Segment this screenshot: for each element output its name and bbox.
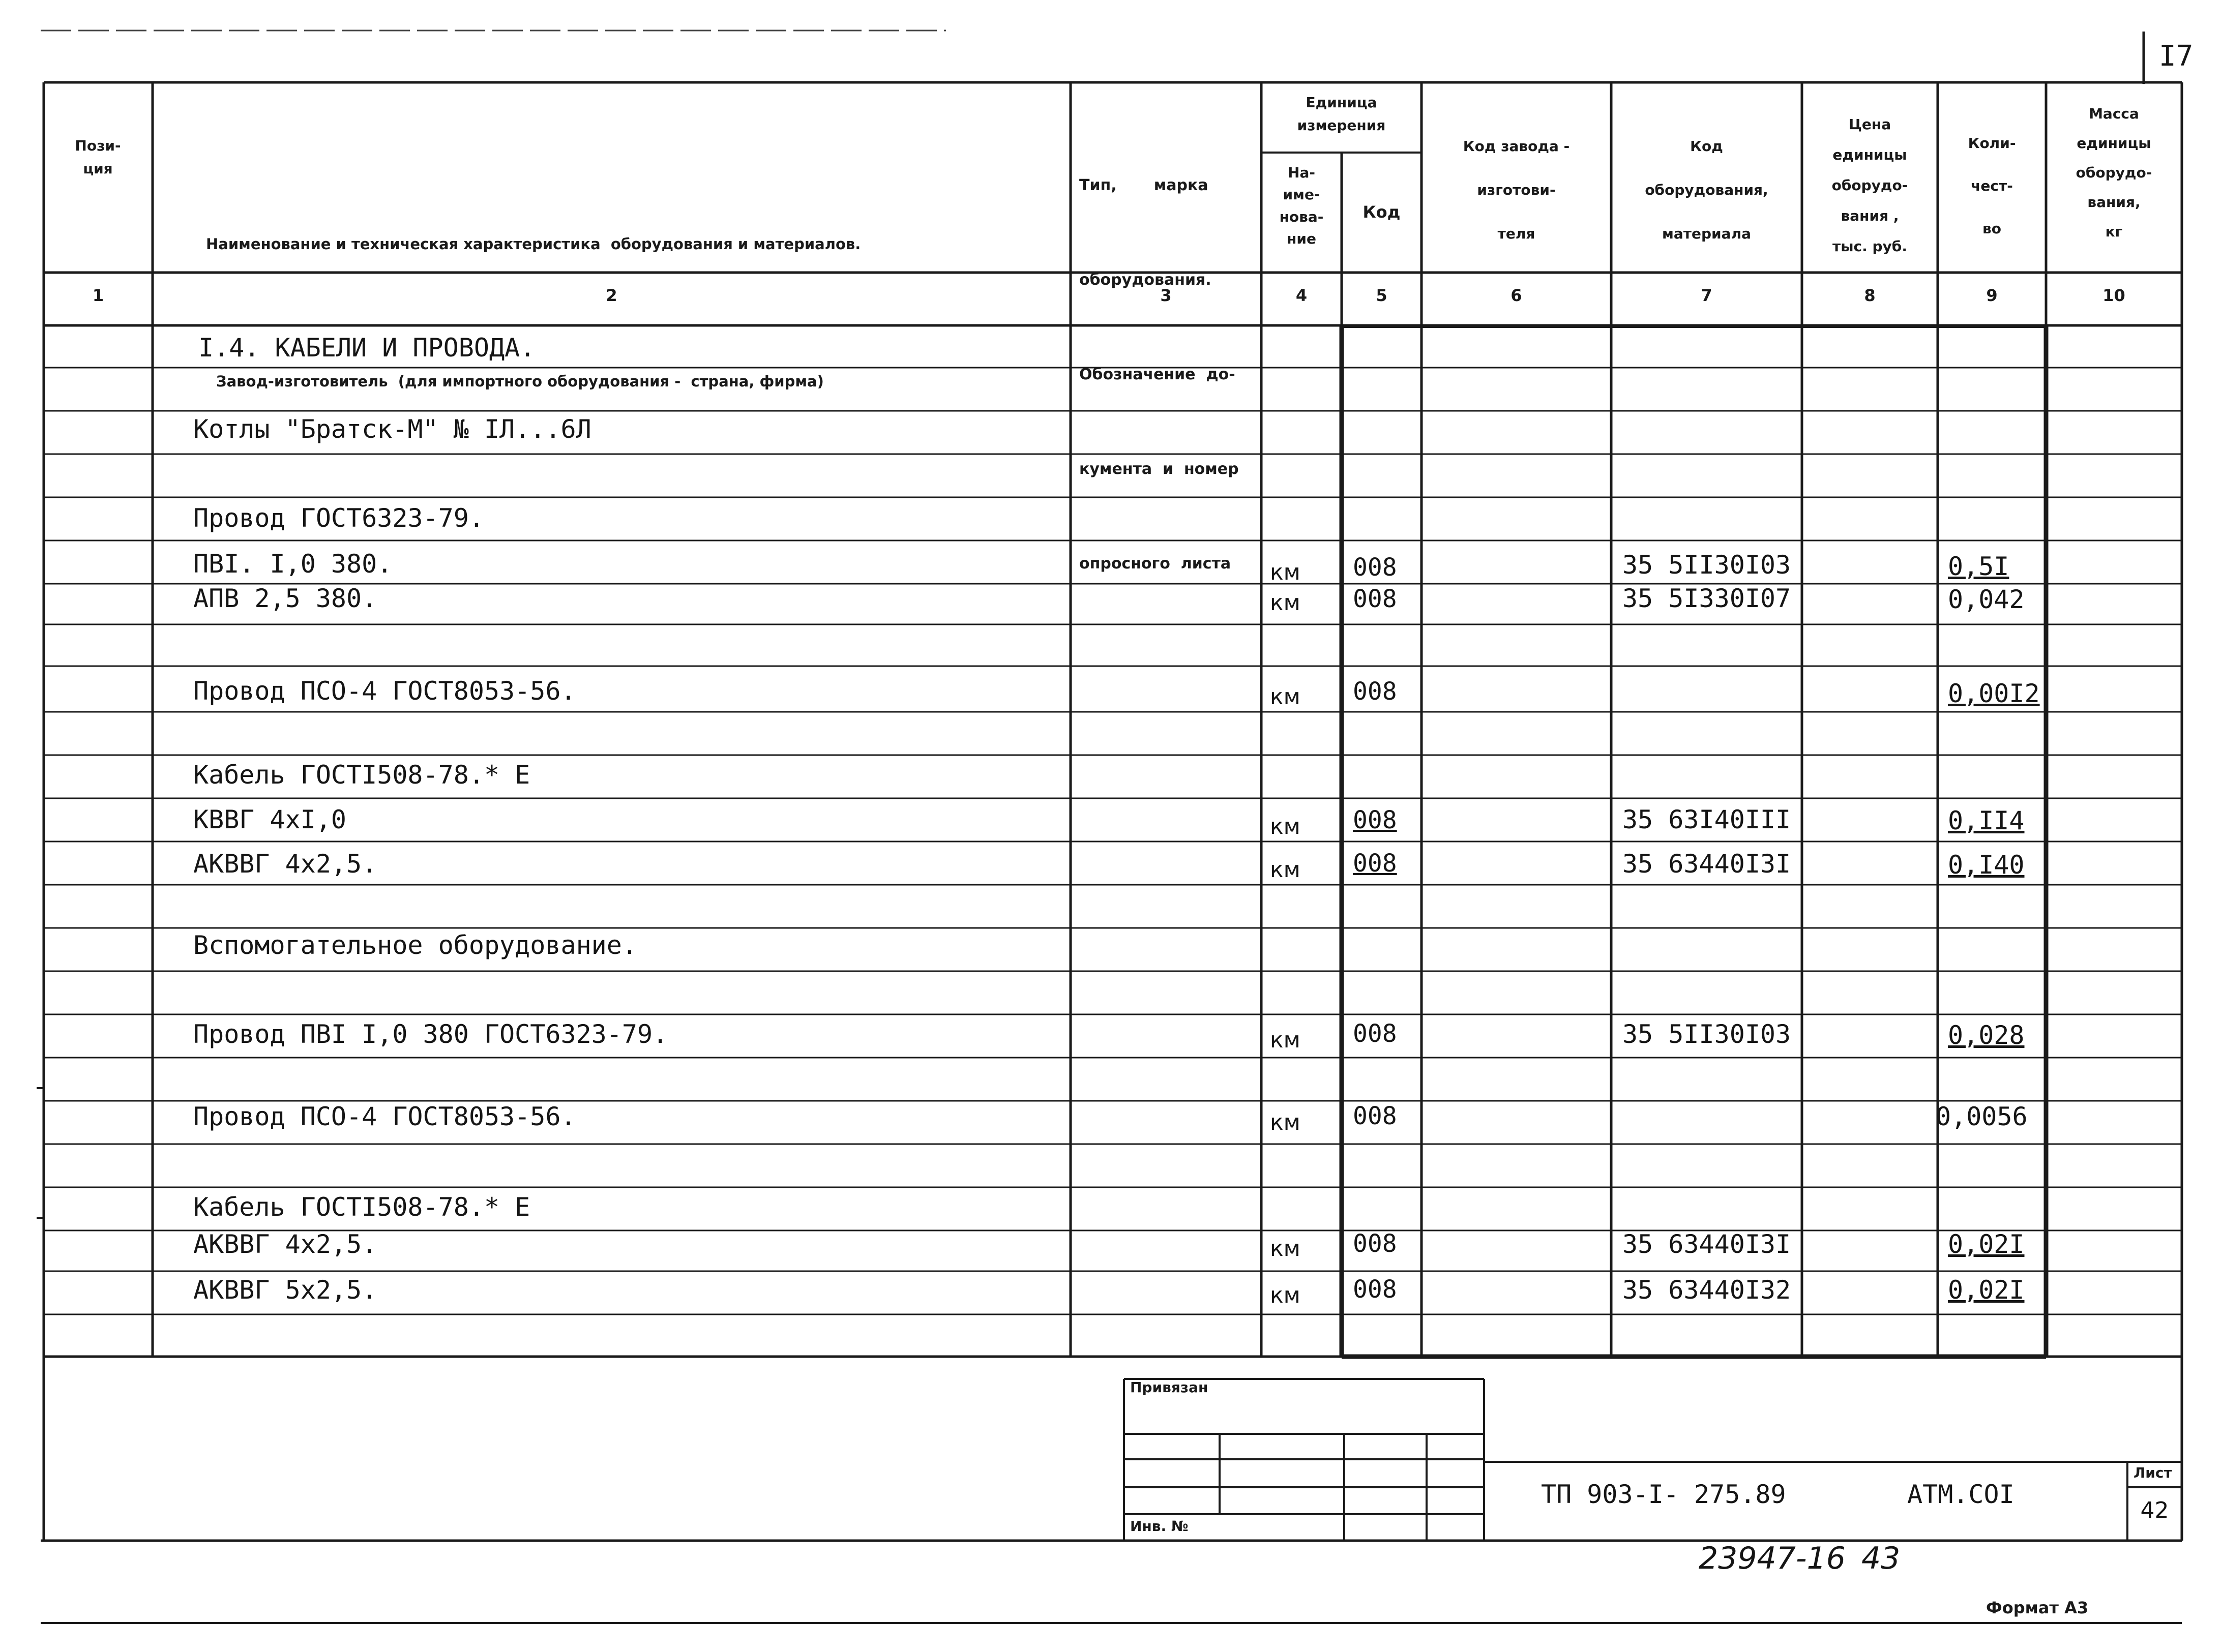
row-material-code: 35 5II30I03 (1622, 550, 1791, 580)
row-unit: км (1270, 814, 1300, 839)
row-material-code: 35 63I40III (1622, 805, 1791, 834)
header-name-line: Завод-изготовитель (для импортного оборудования - страна, фирма) (216, 373, 824, 390)
row-unit: км (1270, 559, 1300, 585)
column-number: 3 (1160, 286, 1172, 305)
row-name: Вспомогательное оборудование. (193, 930, 637, 960)
row-unit-code: 008 (1353, 849, 1397, 878)
row-unit-code: 008 (1353, 1019, 1397, 1048)
inventory-label: Инв. № (1130, 1518, 1189, 1535)
header-unit-name-line: име- (1283, 186, 1320, 203)
header-mass-line: единицы (2077, 135, 2151, 152)
column-number: 8 (1864, 286, 1876, 305)
header-factory-line: теля (1497, 225, 1535, 242)
header-mass-line: вания, (2087, 194, 2141, 211)
header-unit-code: Код (1362, 202, 1401, 222)
document-code: ТП 903-I- 275.89 (1541, 1480, 1786, 1509)
row-name: Кабель ГОСТI508-78.* Е (193, 1192, 530, 1222)
row-name: Провод ПВI I,0 380 ГОСТ6323-79. (193, 1019, 668, 1049)
row-unit: км (1270, 857, 1300, 883)
row-name: Провод ПСО-4 ГОСТ8053-56. (193, 676, 576, 706)
row-name: Кабель ГОСТI508-78.* Е (193, 760, 530, 790)
header-position-line: Пози- (75, 137, 121, 154)
row-name: АКВВГ 4х2,5. (193, 849, 377, 879)
row-material-code: 35 63440I32 (1622, 1275, 1791, 1305)
header-type-mark (1079, 107, 1257, 643)
row-name: Котлы "Братск-М" № IЛ...6Л (193, 414, 591, 444)
header-type-line: оборудования. (1079, 271, 1211, 289)
header-factory-code (1421, 125, 1611, 256)
row-quantity: 0,I40 (1948, 850, 2025, 880)
corner-sheet-number: I7 (2159, 40, 2194, 73)
row-unit-code: 008 (1353, 1102, 1397, 1130)
header-quantity-line: Коли- (1968, 135, 2016, 152)
row-name: Провод ГОСТ6323-79. (193, 503, 484, 533)
row-quantity: 0,II4 (1948, 806, 2025, 835)
header-type-line: опросного листа (1079, 555, 1231, 573)
header-unit (1261, 92, 1421, 137)
header-mass-line: Масса (2089, 105, 2139, 122)
archive-page: 43 (1861, 1541, 1901, 1576)
header-type-line: Тип, марка (1079, 176, 1208, 194)
header-quantity-line: чест- (1971, 177, 2013, 194)
row-quantity: 0,02I (1948, 1229, 2025, 1259)
row-material-code: 35 5I330I07 (1622, 584, 1791, 613)
column-number: 2 (606, 286, 617, 305)
header-unit-name-line: На- (1288, 164, 1315, 181)
document-mark: АТМ.СОI (1907, 1480, 2014, 1509)
column-number: 6 (1510, 286, 1522, 305)
row-unit: км (1270, 590, 1300, 616)
row-name: Провод ПСО-4 ГОСТ8053-56. (193, 1102, 576, 1131)
row-unit-code: 008 (1353, 585, 1397, 613)
header-price-line: оборудо- (1831, 177, 1908, 194)
header-unit-name (1261, 162, 1342, 250)
column-number: 1 (92, 286, 104, 305)
header-type-line: Обозначение до- (1079, 366, 1235, 383)
header-unit-name-line: ние (1287, 230, 1316, 248)
row-name: АКВВГ 4х2,5. (193, 1229, 377, 1259)
column-number: 5 (1376, 286, 1387, 305)
header-material-code (1611, 125, 1802, 256)
row-unit-code: 008 (1353, 806, 1397, 834)
row-quantity: 0,028 (1948, 1020, 2025, 1050)
row-name: АКВВГ 5х2,5. (193, 1275, 377, 1305)
row-material-code: 35 5II30I03 (1622, 1019, 1791, 1049)
column-number: 9 (1986, 286, 1998, 305)
row-name: I.4. КАБЕЛИ И ПРОВОДА. (198, 333, 536, 363)
header-unit-line: Единица (1306, 94, 1377, 111)
row-unit-code: 008 (1353, 553, 1397, 582)
row-unit: км (1270, 1282, 1300, 1308)
row-unit-code: 008 (1353, 1275, 1397, 1304)
header-position-line: ция (83, 160, 113, 177)
row-quantity: 0,02I (1948, 1275, 2025, 1305)
header-unit-line: измерения (1297, 116, 1386, 134)
row-quantity: 0,042 (1948, 585, 2025, 614)
archive-number: 23947-16 (1699, 1541, 1846, 1576)
sheet-label: Лист (2134, 1464, 2172, 1481)
column-number: 4 (1295, 286, 1308, 305)
header-unit-name-line: нова- (1279, 208, 1324, 225)
row-material-code: 35 63440I3I (1622, 1229, 1791, 1259)
row-unit: км (1270, 1109, 1300, 1135)
row-unit: км (1270, 684, 1300, 710)
header-material-line: оборудования, (1645, 182, 1768, 198)
row-material-code: 35 63440I3I (1622, 849, 1791, 879)
header-price-line: единицы (1832, 146, 1907, 163)
row-quantity: 0,00I2 (1948, 679, 2040, 708)
header-price-line: Цена (1848, 116, 1891, 133)
column-number: 7 (1701, 286, 1712, 305)
header-mass-line: оборудо- (2076, 164, 2152, 181)
header-quantity (1938, 122, 2046, 250)
header-quantity-line: во (1982, 220, 2001, 237)
header-position (51, 135, 145, 181)
header-type-line: кумента и номер (1079, 460, 1239, 478)
header-material-line: Код (1690, 138, 1723, 155)
header-mass-line: кг (2105, 223, 2123, 240)
header-mass (2046, 99, 2182, 247)
row-unit-code: 008 (1353, 677, 1397, 706)
row-quantity: 0,0056 (1936, 1102, 2028, 1131)
row-name: КВВГ 4хI,0 (193, 805, 347, 834)
header-name-line: Наименование и техническая характеристика оборудования и материалов. (206, 235, 861, 253)
header-price (1802, 109, 1938, 262)
row-unit-code: 008 (1353, 1229, 1397, 1258)
header-factory-line: Код завода - (1463, 138, 1570, 155)
format-label: Формат А3 (1986, 1598, 2089, 1617)
header-material-line: материала (1662, 225, 1751, 242)
bound-label: Привязан (1130, 1379, 1208, 1396)
header-price-line: вания , (1841, 207, 1899, 224)
header-factory-line: изготови- (1477, 182, 1556, 198)
row-quantity: 0,5I (1948, 552, 2009, 581)
row-unit: км (1270, 1236, 1300, 1261)
row-unit: км (1270, 1027, 1300, 1053)
row-name: ПВI. I,0 380. (193, 549, 393, 579)
column-number: 10 (2102, 286, 2125, 305)
row-name: АПВ 2,5 380. (193, 584, 377, 613)
sheet-number: 42 (2140, 1497, 2169, 1523)
header-price-line: тыс. руб. (1832, 238, 1907, 255)
